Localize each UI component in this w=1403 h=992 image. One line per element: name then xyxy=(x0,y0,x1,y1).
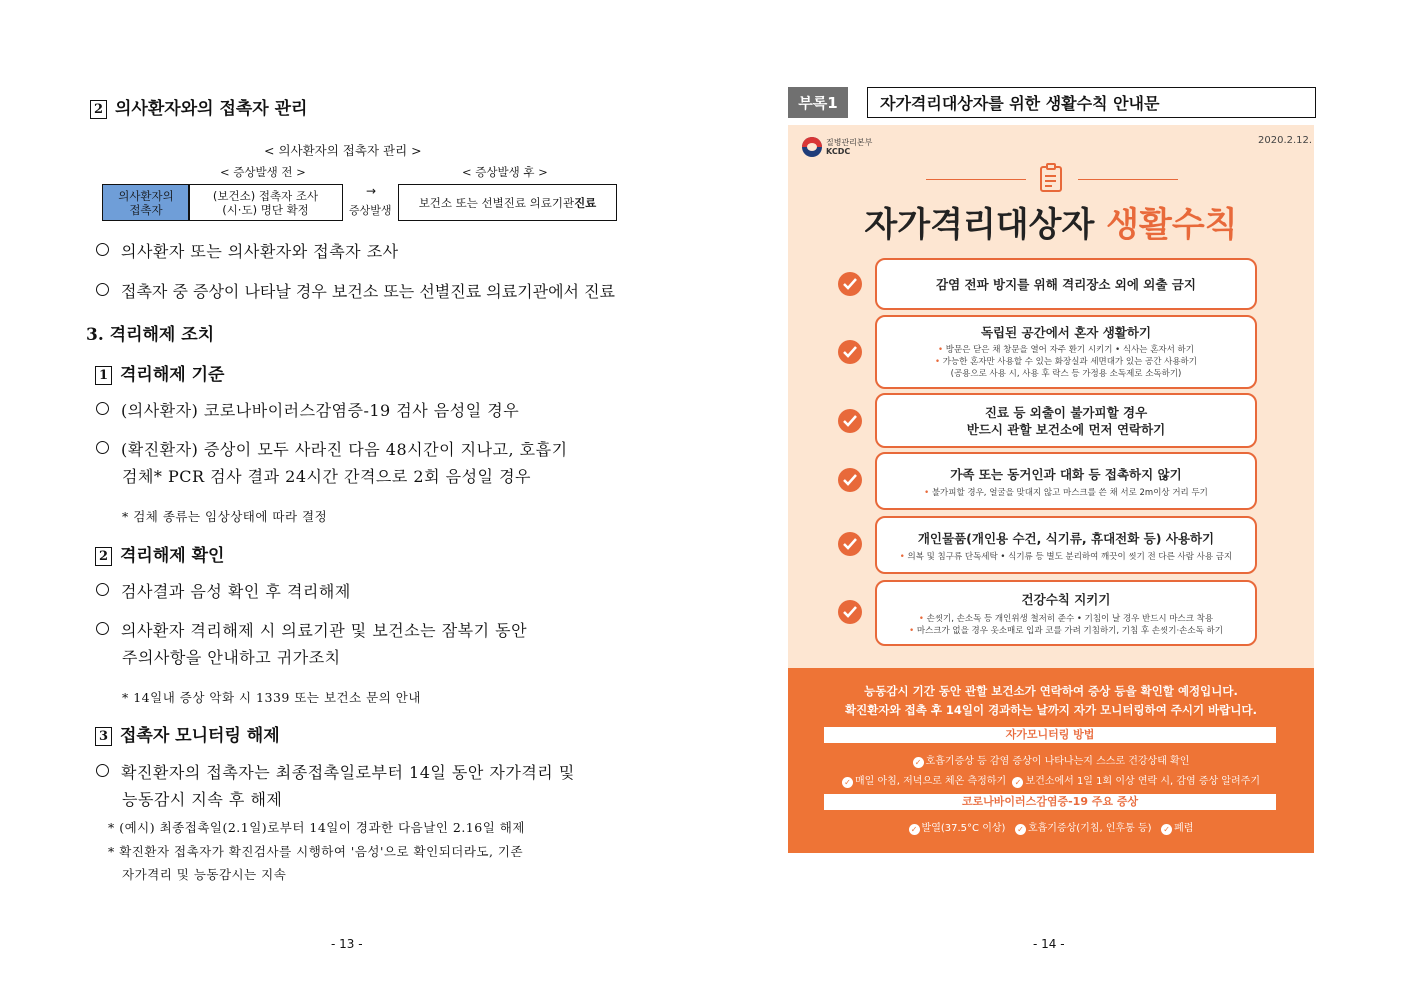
appendix-tag: 부록1 xyxy=(788,87,848,118)
notice-line: 능동감시 기간 동안 관할 보건소가 연락하여 증상 등을 확인할 예정입니다. xyxy=(864,684,1238,698)
monitor-item: ✓ 호흡기증상 등 감염 증상이 나타나는지 스스로 건강상태 확인 xyxy=(788,752,1314,768)
poster-date: 2020.2.12. xyxy=(1258,135,1313,146)
arrow-label: 증상발생 xyxy=(349,204,392,217)
rule-card xyxy=(875,516,1257,574)
check-icon xyxy=(838,340,862,364)
step2-bold: 진료 xyxy=(574,195,597,210)
rule-title: 가족 또는 동거인과 대화 등 접촉하지 않기 xyxy=(950,467,1182,482)
circle-bullet-icon xyxy=(96,402,109,415)
section-number-box: 1 xyxy=(95,366,112,385)
section-number-box: 2 xyxy=(95,547,112,566)
sub3-title: 접촉자 모니터링 해제 xyxy=(120,726,280,746)
symptom-bar: 코로나바이러스감염증-19 주요 증상 xyxy=(824,794,1276,810)
rule-detail: • 마스크가 없을 경우 옷소매로 입과 코를 가려 기침하기, 기침 후 손씻기·손소독 하기 xyxy=(909,626,1223,636)
rule-card xyxy=(875,393,1257,448)
table-cell-step1: (보건소) 접촉자 조사 (시·도) 명단 확정 xyxy=(188,184,343,221)
bullet-text: (의사환자) 코로나바이러스감염증-19 검사 음성일 경우 xyxy=(121,401,520,420)
poster-title-accent: 생활수칙 xyxy=(1106,205,1238,245)
check-icon: ✓ xyxy=(913,757,924,768)
rule-card xyxy=(875,452,1257,510)
rule-title: 감염 전파 방지를 위해 격리장소 외에 외출 금지 xyxy=(936,277,1196,292)
sub1-title: 격리해제 기준 xyxy=(120,365,225,385)
section2-title: 의사환자와의 접촉자 관리 xyxy=(115,99,308,119)
notice-line: 확진환자와 접촉 후 14일이 경과하는 날까지 자가 모니터링하여 주시기 바랍니다. xyxy=(845,703,1257,717)
rule-card xyxy=(875,258,1257,310)
sub2-heading xyxy=(95,541,224,566)
footnote: * 확진환자 접촉자가 확진검사를 시행하여 '음성'으로 확인되더라도, 기존 xyxy=(108,844,524,859)
bullet-text: 의사환자 격리해제 시 의료기관 및 보건소는 잠복기 동안 xyxy=(121,621,528,640)
rule-title: 독립된 공간에서 혼자 생활하기 xyxy=(980,325,1152,340)
bullet-text: (확진환자) 증상이 모두 사라진 다음 48시간이 지나고, 호흡기 xyxy=(121,440,568,459)
org-name: 질병관리본부 xyxy=(826,138,873,147)
rule-detail: • 손씻기, 손소독 등 개인위생 철저히 준수 • 기침이 날 경우 반드시 마스크 착용 xyxy=(918,614,1214,624)
table-cell-step2 xyxy=(398,184,617,221)
footnote: * 14일내 증상 악화 시 1339 또는 보건소 문의 안내 xyxy=(122,690,421,705)
bullet-text: 접촉자 중 증상이 나타날 경우 보건소 또는 선별진료 의료기관에서 진료 xyxy=(121,282,615,301)
rule-title: 건강수칙 지키기 xyxy=(1021,592,1111,607)
check-icon: ✓ xyxy=(1161,824,1172,835)
label-before-symptom: < 증상발생 전 > xyxy=(220,165,306,179)
circle-bullet-icon xyxy=(96,243,109,256)
rule-title: 진료 등 외출이 불가피할 경우 반드시 관할 보건소에 먼저 연락하기 xyxy=(966,405,1166,437)
sub3-heading xyxy=(95,721,280,746)
check-icon: ✓ xyxy=(1015,824,1026,835)
org-abbr: KCDC xyxy=(826,147,851,156)
footnote-continuation: 자가격리 및 능동감시는 지속 xyxy=(122,867,287,882)
symptom-items: ✓ 발열(37.5°C 이상) ✓ 호흡기증상(기침, 인후통 등) ✓ 폐렴 xyxy=(788,819,1314,835)
bullet-item xyxy=(96,238,399,265)
bullet-text: 확진환자의 접촉자는 최종접촉일로부터 14일 동안 자가격리 및 xyxy=(121,763,575,782)
rule-detail: • 방문은 닫은 채 창문을 열어 자주 환기 시키기 • 식사는 혼자서 하기 xyxy=(938,345,1194,355)
circle-bullet-icon xyxy=(96,764,109,777)
clipboard-icon xyxy=(1038,163,1066,197)
decor-line-right xyxy=(1078,179,1178,180)
check-icon xyxy=(838,409,862,433)
sub1-heading xyxy=(95,360,224,385)
monitor-method-bar: 자가모니터링 방법 xyxy=(824,727,1276,743)
kcdc-logo-icon xyxy=(802,137,822,157)
bullet-item xyxy=(96,397,519,424)
check-icon xyxy=(838,272,862,296)
check-icon xyxy=(838,532,862,556)
rule-title: 개인물품(개인용 수건, 식기류, 휴대전화 등) 사용하기 xyxy=(917,531,1215,546)
check-icon: ✓ xyxy=(909,824,920,835)
page-number: - 13 - xyxy=(331,937,363,951)
bullet-continuation: 검체* PCR 검사 결과 24시간 간격으로 2회 음성일 경우 xyxy=(122,467,531,486)
footnote: * 검체 종류는 임상상태에 따라 결정 xyxy=(122,509,328,524)
bullet-item xyxy=(96,436,568,463)
check-icon: ✓ xyxy=(1012,777,1023,788)
rule-detail: • 가능한 혼자만 사용할 수 있는 화장실과 세면대가 있는 공간 사용하기 xyxy=(935,357,1197,367)
section3-heading: 3. 격리해제 조치 xyxy=(86,325,215,345)
poster-title xyxy=(788,197,1314,246)
bullet-text: 검사결과 음성 확인 후 격리해제 xyxy=(121,582,351,601)
rule-card xyxy=(875,315,1257,389)
section-number-box: 2 xyxy=(90,100,107,119)
rule-card xyxy=(875,580,1257,646)
label-after-symptom: < 증상발생 후 > xyxy=(462,165,548,179)
rule-detail: • 불가피할 경우, 얼굴을 맞대지 않고 마스크를 쓴 채 서로 2m이상 거리 두기 xyxy=(924,488,1208,498)
bullet-text: 의사환자 또는 의사환자와 접촉자 조사 xyxy=(121,242,399,261)
sub2-title: 격리해제 확인 xyxy=(120,546,225,566)
decor-line-left xyxy=(926,179,1026,180)
rule-detail: • 의복 및 침구류 단독세탁 • 식기류 등 별도 분리하여 깨끗이 씻기 전 다른 사람 사용 금지 xyxy=(899,552,1233,562)
circle-bullet-icon xyxy=(96,622,109,635)
poster-title-main: 자가격리대상자 xyxy=(864,205,1107,245)
step2-text: 보건소 또는 선별진료 의료기관 xyxy=(418,195,575,210)
monitor-item: ✓ 매일 아침, 저녁으로 체온 측정하기 ✓ 보건소에서 1일 1회 이상 연락 시, 감염 증상 알려주기 xyxy=(788,772,1314,788)
section2-heading xyxy=(90,94,307,119)
poster-image xyxy=(788,125,1314,853)
bullet-item xyxy=(96,617,527,644)
circle-bullet-icon xyxy=(96,283,109,296)
bullet-continuation: 능동감시 지속 후 해제 xyxy=(122,790,283,809)
section-number-box: 3 xyxy=(95,727,112,746)
table-title: < 의사환자의 접촉자 관리 > xyxy=(264,143,422,158)
table-cell-subject: 의사환자의 접촉자 xyxy=(102,184,190,221)
rule-detail: (공용으로 사용 시, 사용 후 락스 등 가정용 소독제로 소독하기) xyxy=(950,369,1182,379)
arrow-right-icon: → xyxy=(366,184,377,198)
footnote: * (예시) 최종접촉일(2.1일)로부터 14일이 경과한 다음날인 2.16일 해제 xyxy=(108,820,525,835)
check-icon xyxy=(838,600,862,624)
bullet-continuation: 주의사항을 안내하고 귀가조치 xyxy=(122,648,341,667)
circle-bullet-icon xyxy=(96,441,109,454)
circle-bullet-icon xyxy=(96,583,109,596)
check-icon: ✓ xyxy=(842,777,853,788)
bullet-item xyxy=(96,578,351,605)
check-icon xyxy=(838,468,862,492)
bullet-item xyxy=(96,759,575,786)
monitoring-panel xyxy=(788,668,1314,853)
bullet-item xyxy=(96,278,615,305)
appendix-title: 자가격리대상자를 위한 생활수칙 안내문 xyxy=(867,87,1316,118)
page-number: - 14 - xyxy=(1033,937,1065,951)
